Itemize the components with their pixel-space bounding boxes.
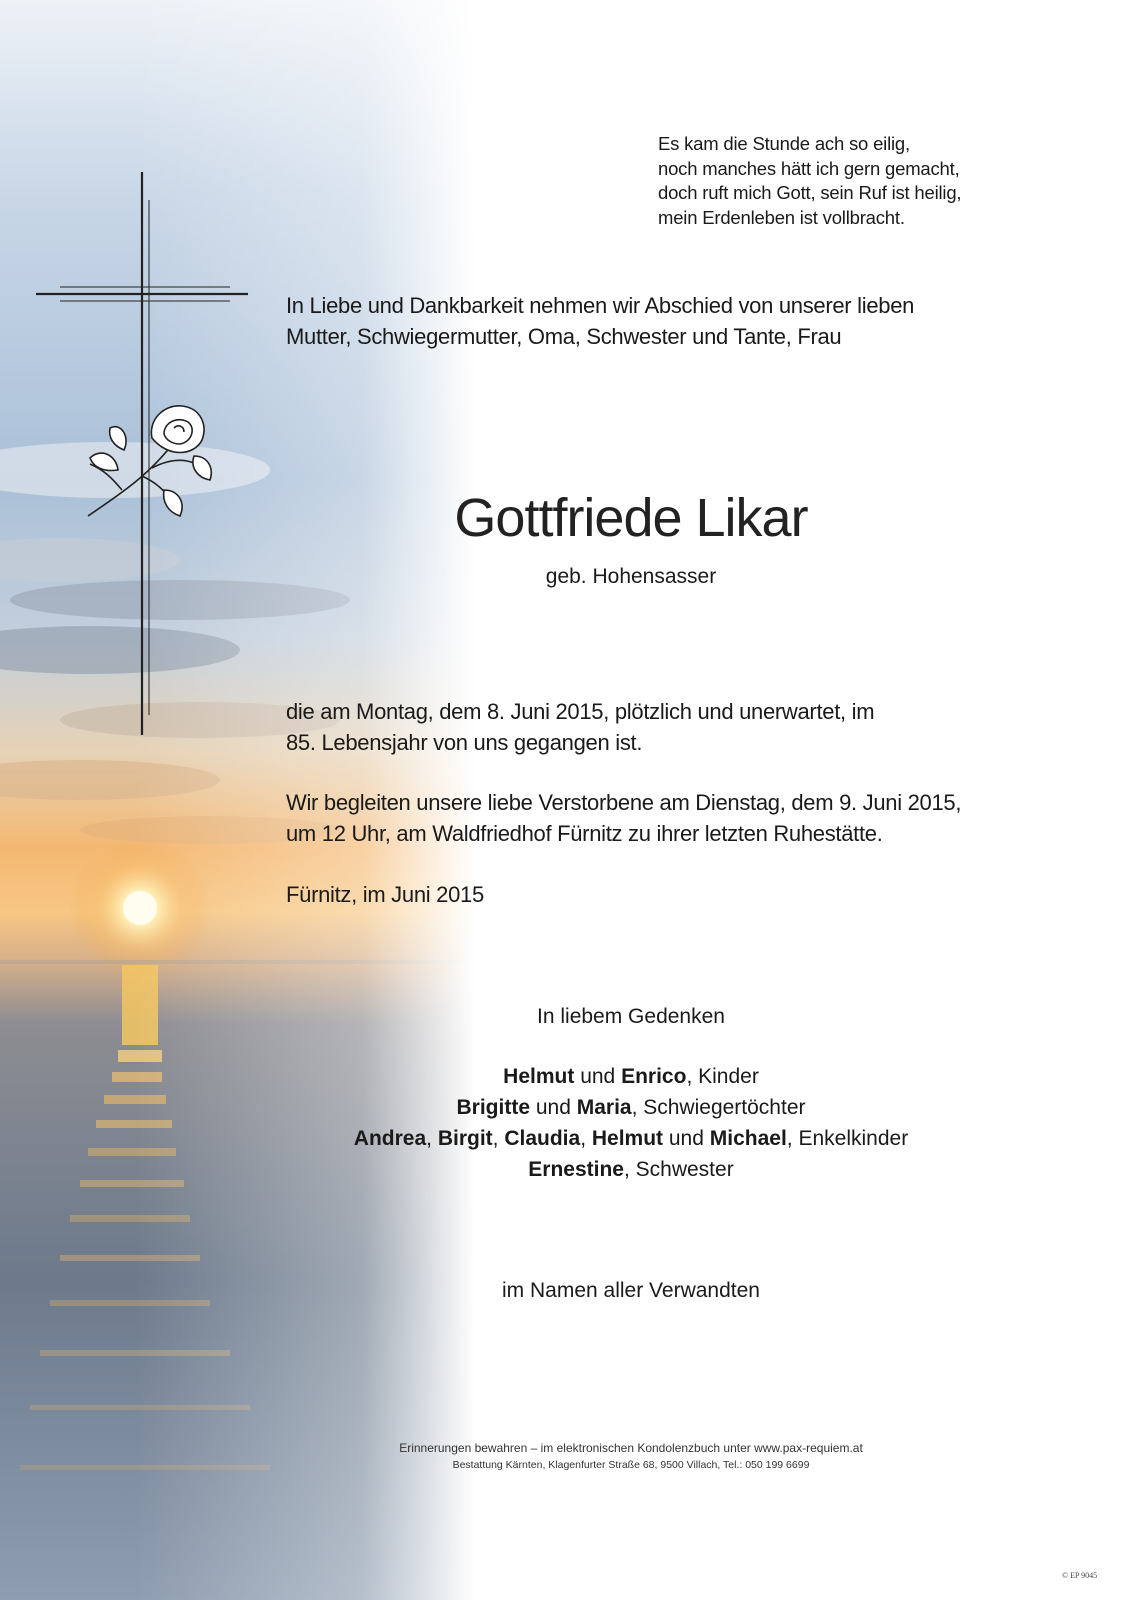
family-relation-text: , Schwiegertöchter bbox=[631, 1096, 806, 1119]
family-list bbox=[0, 1061, 1132, 1185]
memory-heading: In liebem Gedenken bbox=[537, 1005, 725, 1028]
poem-line: Es kam die Stunde ach so eilig, bbox=[658, 133, 910, 154]
death-notice-line: die am Montag, dem 8. Juni 2015, plötzlich und unerwartet, im bbox=[286, 699, 875, 724]
poem-line: noch manches hätt ich gern gemacht, bbox=[658, 157, 960, 179]
family-relation-text: , bbox=[426, 1127, 438, 1150]
maiden-name: geb. Hohensasser bbox=[545, 565, 717, 588]
death-notice bbox=[286, 696, 874, 758]
family-line bbox=[130, 1123, 1132, 1154]
footer-address: Bestattung Kärnten, Klagenfurter Straße 68, 9500 Villach, Tel.: 050 199 6699 bbox=[452, 1459, 810, 1471]
copyright-mark: © EP 9045 bbox=[1062, 1571, 1098, 1580]
family-member-name: Brigitte bbox=[456, 1096, 530, 1119]
family-relation-text: und bbox=[574, 1065, 622, 1088]
family-line bbox=[130, 1092, 1132, 1123]
family-line bbox=[130, 1061, 1132, 1092]
family-member-name: Claudia bbox=[504, 1127, 581, 1150]
family-relation-text: und bbox=[663, 1127, 710, 1150]
funeral-notice-line: Wir begleiten unsere liebe Verstorbene am Dienstag, dem 9. Juni 2015, bbox=[286, 790, 962, 815]
funeral-notice bbox=[286, 787, 961, 849]
deceased-name: Gottfriede Likar bbox=[454, 488, 808, 548]
family-relation-text: und bbox=[530, 1096, 577, 1119]
death-notice-line: 85. Lebensjahr von uns gegangen ist. bbox=[286, 730, 643, 755]
family-member-name: Andrea bbox=[353, 1127, 427, 1150]
behalf-line: im Namen aller Verwandten bbox=[502, 1279, 760, 1302]
family-member-name: Helmut bbox=[591, 1127, 664, 1150]
family-relation-text: , Enkelkinder bbox=[786, 1127, 909, 1150]
family-member-name: Helmut bbox=[503, 1065, 575, 1088]
family-relation-text: , Schwester bbox=[623, 1158, 734, 1181]
farewell-intro bbox=[286, 290, 914, 352]
family-member-name: Michael bbox=[709, 1127, 787, 1150]
family-relation-text: , bbox=[492, 1127, 505, 1150]
family-member-name: Enrico bbox=[621, 1065, 687, 1088]
family-relation-text: , bbox=[580, 1127, 592, 1150]
family-member-name: Ernestine bbox=[528, 1158, 624, 1181]
family-line bbox=[130, 1154, 1132, 1185]
funeral-notice-line: um 12 Uhr, am Waldfriedhof Fürnitz zu ihrer letzten Ruhestätte. bbox=[286, 821, 883, 846]
family-member-name: Birgit bbox=[437, 1127, 493, 1150]
intro-line: In Liebe und Dankbarkeit nehmen wir Abschied von unserer lieben bbox=[286, 293, 915, 318]
family-relation-text: , Kinder bbox=[686, 1065, 759, 1088]
poem-line: doch ruft mich Gott, sein Ruf ist heilig, bbox=[658, 182, 962, 203]
place-date: Fürnitz, im Juni 2015 bbox=[286, 882, 484, 907]
footer-condolence: Erinnerungen bewahren – im elektronischen Kondolenzbuch unter www.pax-requiem.at bbox=[399, 1441, 863, 1455]
intro-line: Mutter, Schwiegermutter, Oma, Schwester und Tante, Frau bbox=[286, 324, 842, 349]
poem-verse bbox=[658, 132, 961, 230]
poem-line: mein Erdenleben ist vollbracht. bbox=[658, 206, 905, 228]
family-member-name: Maria bbox=[576, 1096, 632, 1119]
